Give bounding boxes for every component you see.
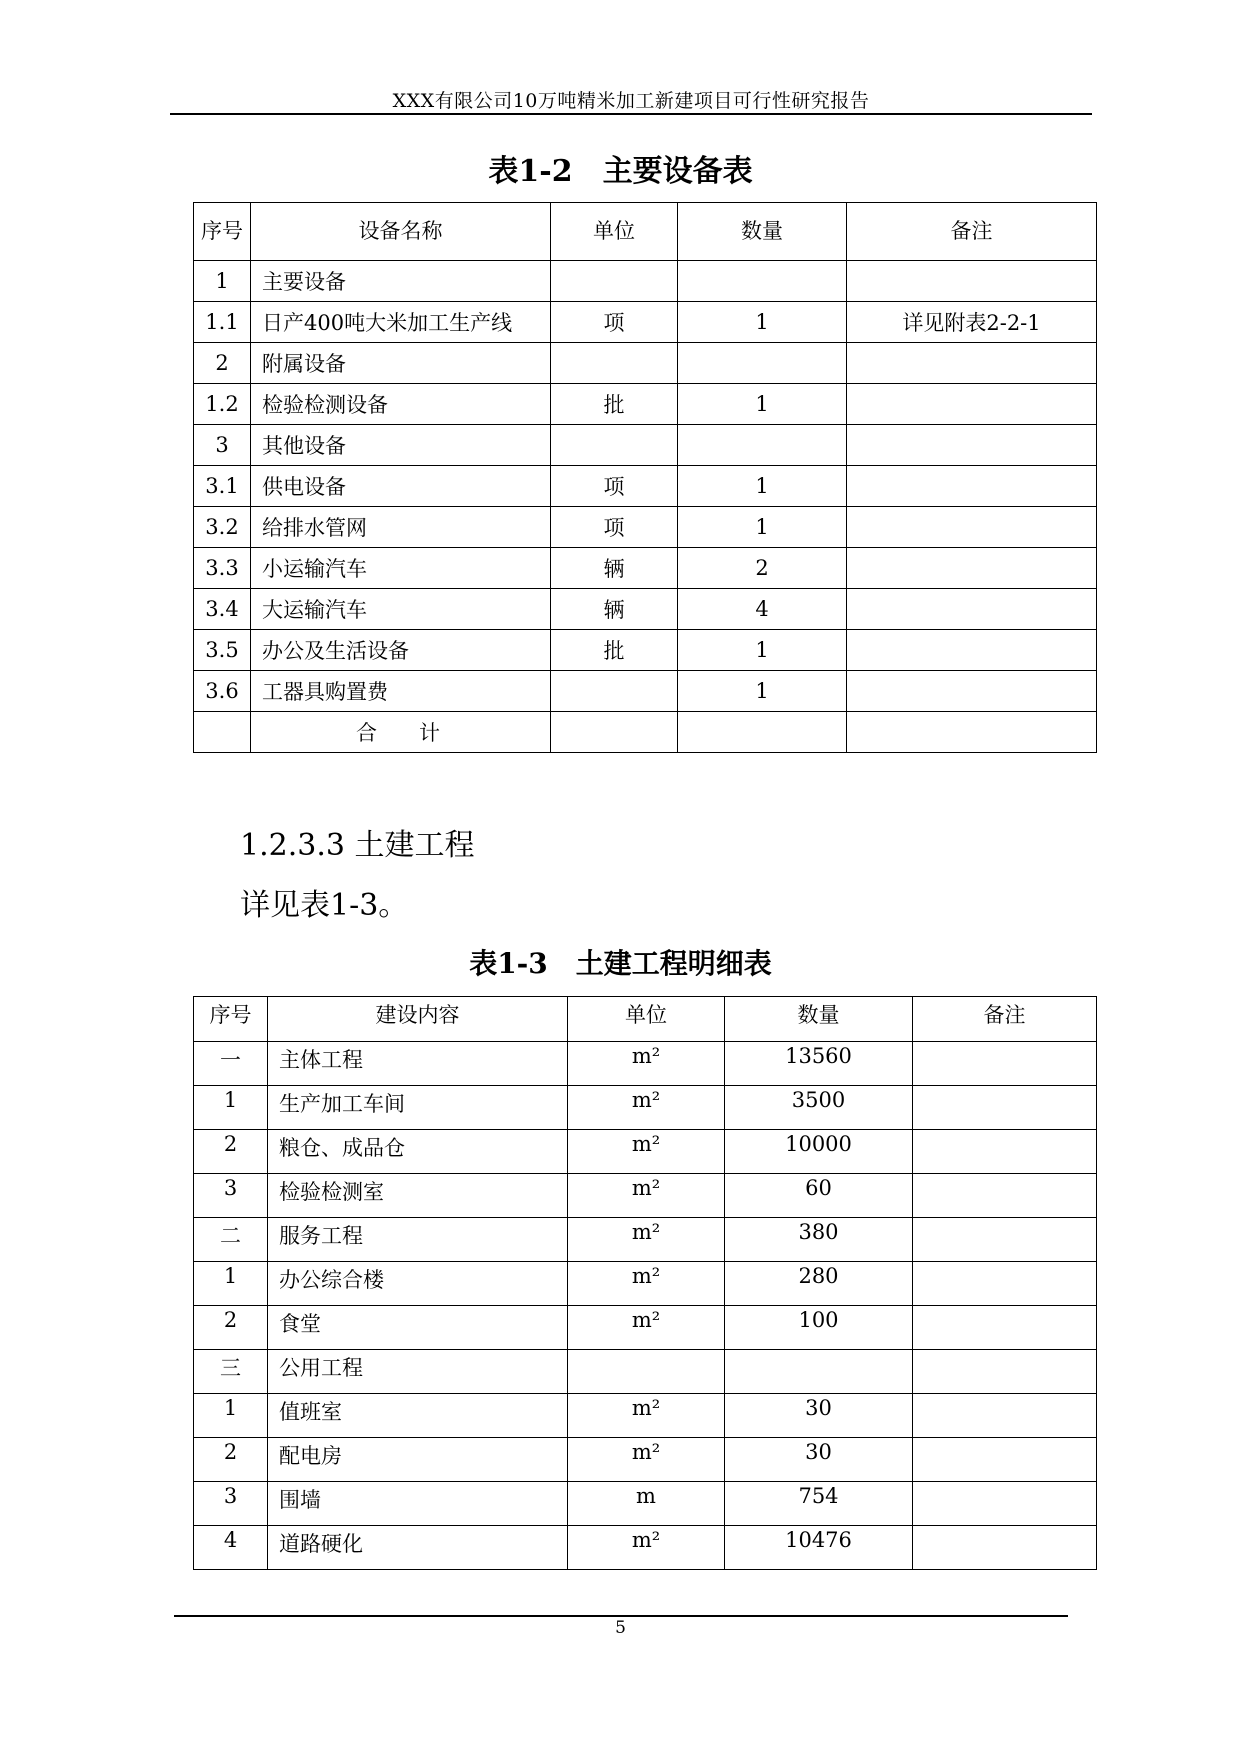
cell-remark [847,548,1097,589]
cell-remark [847,712,1097,753]
cell-remark [847,261,1097,302]
cell-unit: 批 [551,384,678,425]
cell-name: 合 计 [251,712,551,753]
table-row [194,1218,1097,1262]
cell-index: 3.3 [194,548,251,589]
page-header-title: XXX有限公司10万吨精米加工新建项目可行性研究报告 [392,90,870,112]
col-header-remark: 备注 [847,203,1097,261]
table-header-row [194,203,1097,261]
cell-remark [847,671,1097,712]
cell-quantity [678,712,847,753]
col-header-unit: 单位 [551,203,678,261]
cell-unit: m² [568,1306,725,1350]
cell-index: 3 [194,1482,268,1526]
table-row [194,1394,1097,1438]
cell-unit: 批 [551,630,678,671]
col-header-index: 序号 [194,203,251,261]
cell-index [194,712,251,753]
cell-index: 一 [194,1042,268,1086]
cell-unit: m² [568,1042,725,1086]
cell-unit [551,712,678,753]
cell-unit: 辆 [551,589,678,630]
cell-unit: m² [568,1086,725,1130]
cell-unit [568,1350,725,1394]
cell-name: 日产400吨大米加工生产线 [251,302,551,343]
cell-quantity: 10476 [725,1526,913,1570]
cell-unit [551,425,678,466]
cell-quantity [725,1350,913,1394]
cell-unit: m² [568,1394,725,1438]
table-row [194,1438,1097,1482]
equipment-table [193,202,1097,753]
table-row [194,712,1097,753]
cell-remark [913,1086,1097,1130]
table-1-2-caption: 表1-2 主要设备表 [488,154,753,189]
cell-remark [913,1482,1097,1526]
cell-index: 1.2 [194,384,251,425]
cell-quantity: 1 [678,384,847,425]
cell-index: 4 [194,1526,268,1570]
cell-index: 3.5 [194,630,251,671]
cell-name: 主体工程 [268,1042,568,1086]
cell-unit: 项 [551,302,678,343]
cell-remark [847,507,1097,548]
cell-remark [913,1174,1097,1218]
cell-unit [551,671,678,712]
cell-index: 二 [194,1218,268,1262]
cell-quantity: 754 [725,1482,913,1526]
cell-quantity [678,425,847,466]
cell-remark [847,630,1097,671]
cell-unit: m² [568,1526,725,1570]
cell-quantity: 1 [678,507,847,548]
cell-quantity: 13560 [725,1042,913,1086]
cell-index: 1 [194,1086,268,1130]
table-row [194,507,1097,548]
col-header-content: 建设内容 [268,997,568,1042]
table-row [194,1482,1097,1526]
cell-name: 办公综合楼 [268,1262,568,1306]
cell-quantity: 1 [678,302,847,343]
cell-remark [847,589,1097,630]
cell-name: 食堂 [268,1306,568,1350]
cell-quantity: 1 [678,630,847,671]
cell-name: 公用工程 [268,1350,568,1394]
cell-quantity: 380 [725,1218,913,1262]
cell-name: 工器具购置费 [251,671,551,712]
cell-remark [913,1218,1097,1262]
table-row [194,589,1097,630]
section-heading: 1.2.3.3 土建工程 [240,828,475,863]
cell-name: 供电设备 [251,466,551,507]
table-row [194,343,1097,384]
cell-index: 1 [194,261,251,302]
cell-remark [913,1350,1097,1394]
table-row [194,630,1097,671]
cell-index: 2 [194,1306,268,1350]
cell-index: 2 [194,1130,268,1174]
table-row [194,1042,1097,1086]
cell-remark [913,1438,1097,1482]
col-header-name: 设备名称 [251,203,551,261]
cell-name: 检验检测设备 [251,384,551,425]
cell-name: 粮仓、成品仓 [268,1130,568,1174]
cell-quantity: 100 [725,1306,913,1350]
cell-name: 办公及生活设备 [251,630,551,671]
section-body-text: 详见表1-3。 [240,888,409,923]
cell-name: 大运输汽车 [251,589,551,630]
cell-name: 其他设备 [251,425,551,466]
construction-table-body [194,1042,1097,1570]
cell-unit: m² [568,1130,725,1174]
col-header-unit: 单位 [568,997,725,1042]
cell-quantity [678,261,847,302]
cell-index: 3.1 [194,466,251,507]
cell-index: 1 [194,1262,268,1306]
table-header-row [194,997,1097,1042]
table-row [194,1130,1097,1174]
construction-table [193,996,1097,1570]
cell-quantity: 10000 [725,1130,913,1174]
table-row [194,1350,1097,1394]
table-row [194,261,1097,302]
cell-name: 主要设备 [251,261,551,302]
cell-remark [913,1526,1097,1570]
col-header-quantity: 数量 [725,997,913,1042]
table-row [194,1526,1097,1570]
col-header-remark: 备注 [913,997,1097,1042]
cell-name: 服务工程 [268,1218,568,1262]
cell-unit: 辆 [551,548,678,589]
cell-unit [551,261,678,302]
cell-quantity: 4 [678,589,847,630]
cell-name: 生产加工车间 [268,1086,568,1130]
page-number: 5 [615,1618,626,1638]
cell-name: 道路硬化 [268,1526,568,1570]
cell-name: 附属设备 [251,343,551,384]
cell-unit: m² [568,1262,725,1306]
cell-quantity [678,343,847,384]
cell-quantity: 1 [678,671,847,712]
cell-unit: m² [568,1174,725,1218]
cell-index: 3.2 [194,507,251,548]
table-1-3-caption: 表1-3 土建工程明细表 [469,947,772,980]
cell-unit: m² [568,1438,725,1482]
table-row [194,1262,1097,1306]
cell-remark [913,1130,1097,1174]
cell-remark [847,384,1097,425]
cell-quantity: 280 [725,1262,913,1306]
cell-quantity: 30 [725,1438,913,1482]
table-row [194,1306,1097,1350]
cell-unit: 项 [551,507,678,548]
cell-index: 3 [194,1174,268,1218]
cell-remark [847,425,1097,466]
table-row [194,548,1097,589]
cell-name: 小运输汽车 [251,548,551,589]
cell-index: 3 [194,425,251,466]
cell-index: 3.6 [194,671,251,712]
cell-name: 检验检测室 [268,1174,568,1218]
cell-remark [913,1042,1097,1086]
cell-unit: m [568,1482,725,1526]
table-row [194,384,1097,425]
cell-remark [913,1306,1097,1350]
cell-index: 1.1 [194,302,251,343]
col-header-index: 序号 [194,997,268,1042]
table-row [194,671,1097,712]
cell-name: 值班室 [268,1394,568,1438]
cell-quantity: 3500 [725,1086,913,1130]
footer-rule [174,1615,1068,1617]
header-rule [170,113,1092,115]
cell-index: 3.4 [194,589,251,630]
table-row [194,466,1097,507]
table-row [194,302,1097,343]
cell-quantity: 60 [725,1174,913,1218]
cell-remark [913,1262,1097,1306]
cell-index: 三 [194,1350,268,1394]
cell-remark [847,466,1097,507]
table-row [194,1174,1097,1218]
equipment-table-body [194,261,1097,753]
cell-index: 2 [194,343,251,384]
cell-remark [847,343,1097,384]
cell-remark [913,1394,1097,1438]
cell-index: 1 [194,1394,268,1438]
cell-name: 给排水管网 [251,507,551,548]
cell-remark: 详见附表2-2-1 [847,302,1097,343]
cell-unit [551,343,678,384]
table-row [194,425,1097,466]
cell-quantity: 2 [678,548,847,589]
table-row [194,1086,1097,1130]
cell-name: 围墙 [268,1482,568,1526]
col-header-quantity: 数量 [678,203,847,261]
cell-quantity: 1 [678,466,847,507]
cell-name: 配电房 [268,1438,568,1482]
cell-quantity: 30 [725,1394,913,1438]
cell-index: 2 [194,1438,268,1482]
cell-unit: 项 [551,466,678,507]
cell-unit: m² [568,1218,725,1262]
